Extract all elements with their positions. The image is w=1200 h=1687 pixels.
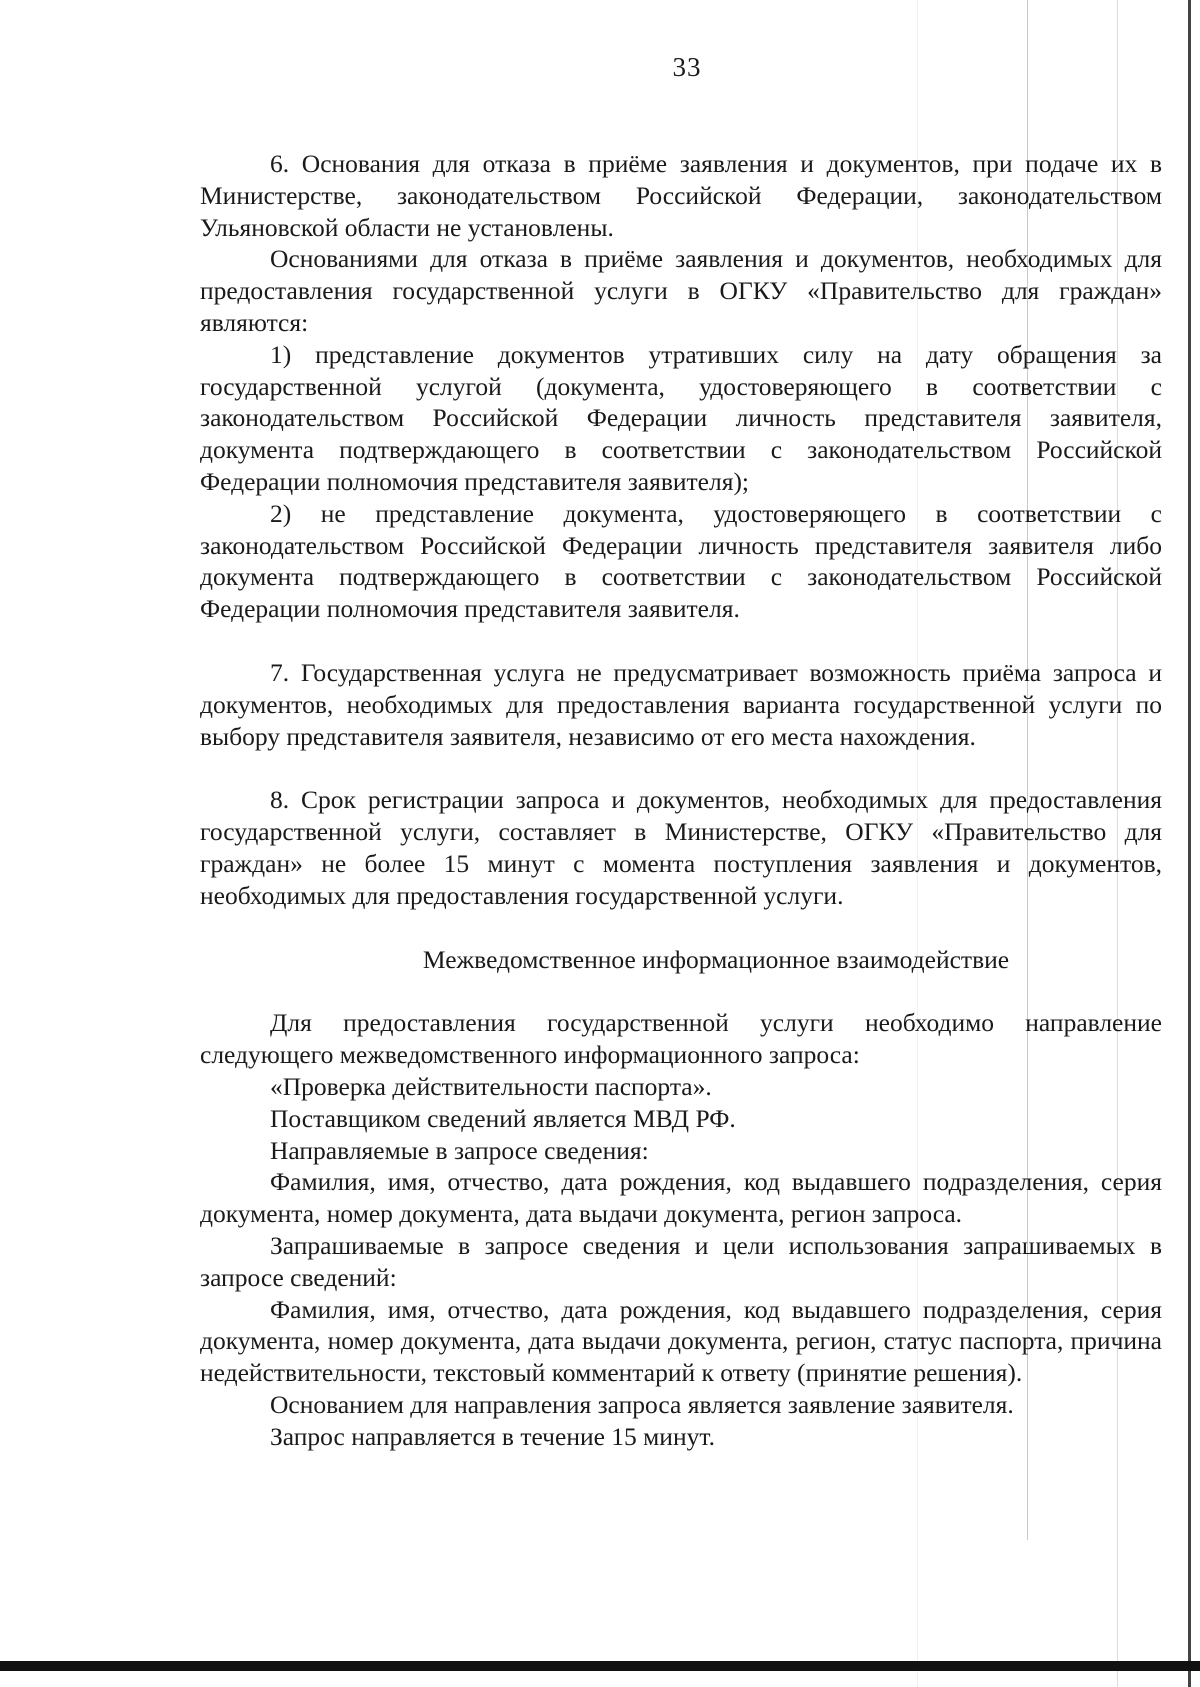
paragraph-request-basis: Основанием для направления запроса является заявление заявителя. xyxy=(270,1389,1014,1419)
paragraph-item-8: 8. Срок регистрации запроса и документов, необходимых для предоставления государственной услуги, составляет в Министерстве, ОГКУ «Правительство для граждан» не более 15 минут с момента поступления заявления и документов, необходимых для предоставления государственной услуги. xyxy=(200,785,1162,910)
paragraph-interagency-intro: Для предоставления государственной услуги необходимо направление следующего межведомственного информационного запроса: xyxy=(200,1008,1162,1070)
paragraph-sent-data-label: Направляемые в запросе сведения: xyxy=(270,1135,649,1165)
spacer xyxy=(200,975,1162,1007)
spacer xyxy=(200,625,1162,657)
paragraph-refusal-grounds: Основаниями для отказа в приёме заявления и документов, необходимых для предоставления государственной услуги в ОГКУ «Правительство для граждан» являются: xyxy=(200,244,1162,337)
spacer xyxy=(200,752,1162,784)
paragraph-requested-data-label: Запрашиваемые в запросе сведения и цели использования запрашиваемых в запросе сведений: xyxy=(200,1230,1162,1292)
paragraph-supplier: Поставщиком сведений является МВД РФ. xyxy=(270,1103,736,1133)
section-heading: Межведомственное информационное взаимодействие xyxy=(422,944,1010,974)
spacer xyxy=(200,912,1162,944)
page-number: 33 xyxy=(672,52,702,82)
paragraph-item-7: 7. Государственная услуга не предусматривает возможность приёма запроса и документов, необходимых для предоставления варианта государственной услуги по выбору представителя заявителя, независимо от его места нахождения. xyxy=(200,657,1162,751)
scan-bottom-border xyxy=(0,1661,1200,1671)
page-edge xyxy=(1188,0,1191,1687)
paragraph-requested-data: Фамилия, имя, отчество, дата рождения, код выдавшего подразделения, серия документа, номер документа, дата выдачи документа, регион, статус паспорта, причина недействительности, текстовый комментарий к ответу (принятие решения). xyxy=(200,1294,1162,1388)
paragraph-sent-data: Фамилия, имя, отчество, дата рождения, код выдавшего подразделения, серия документа, номер документа, дата выдачи документа, регион запроса. xyxy=(200,1167,1162,1229)
paragraph-request-name: «Проверка действительности паспорта». xyxy=(270,1071,712,1101)
list-item-2: 2) не представление документа, удостоверяющего в соответствии с законодательством Российской Федерации личность представителя заявителя либо документа подтверждающего в соответствии с законодательством Российской Федерации полномочия представителя заявителя. xyxy=(200,498,1162,624)
paragraph-request-timing: Запрос направляется в течение 15 минут. xyxy=(270,1421,715,1451)
list-item-1: 1) представление документов утративших силу на дату обращения за государственной услугой (документа, удостоверяющего в соответствии с законодательством Российской Федерации личность представителя заявителя, документа подтверждающего в соответствии с законодательством Российской Федерации полномочия представителя заявителя); xyxy=(200,339,1162,496)
document-body xyxy=(200,148,1162,1452)
paragraph-item-6: 6. Основания для отказа в приёме заявления и документов, при подаче их в Министерстве, законодательством Российской Федерации, законодательством Ульяновской области не установлены. xyxy=(200,149,1162,242)
